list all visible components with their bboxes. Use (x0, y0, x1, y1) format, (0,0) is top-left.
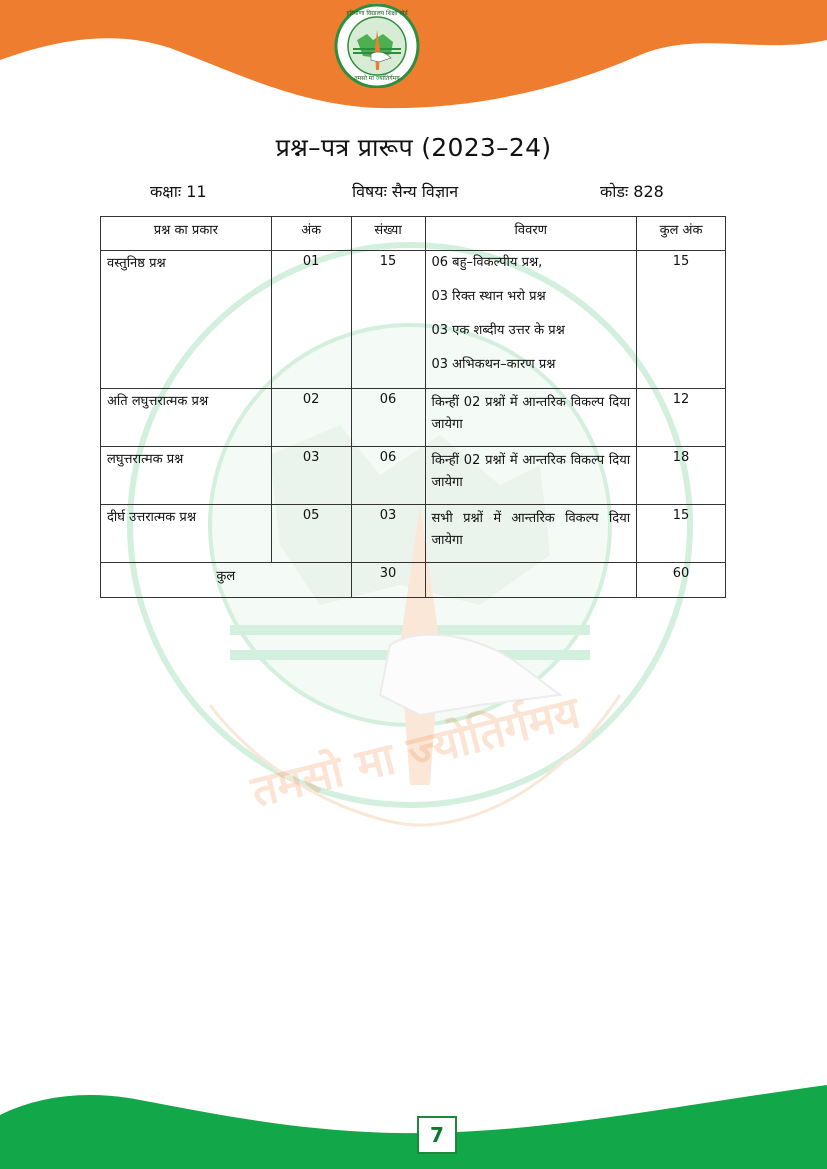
description-cell: किन्हीं 02 प्रश्नों में आन्तरिक विकल्प दिया जायेगा (425, 447, 637, 505)
question-type-cell: लघुत्तरात्मक प्रश्न (101, 447, 272, 505)
table-footer-row (101, 563, 726, 598)
page-number: 7 (417, 1116, 457, 1154)
header-total-marks: कुल अंक (637, 217, 726, 251)
table-row (101, 447, 726, 505)
question-type-cell: वस्तुनिष्ठ प्रश्न (101, 251, 272, 389)
total-cell: 18 (637, 447, 726, 505)
table-row (101, 505, 726, 563)
header-marks: अंक (271, 217, 351, 251)
page-title: प्रश्न–पत्र प्रारूप (2023–24) (275, 133, 552, 162)
description-line: 03 अभिकथन–कारण प्रश्न (431, 357, 556, 372)
total-count-cell: 30 (351, 563, 425, 598)
total-cell: 12 (637, 389, 726, 447)
table-row (101, 251, 726, 389)
header-description: विवरण (425, 217, 637, 251)
description-cell (425, 251, 637, 389)
logo-top-text: हरियाणा विद्यालय शिक्षा बोर्ड (346, 10, 408, 17)
marks-cell: 05 (271, 505, 351, 563)
header-count: संख्या (351, 217, 425, 251)
marks-cell: 01 (271, 251, 351, 389)
footer-wave (0, 1075, 827, 1169)
count-cell: 06 (351, 389, 425, 447)
total-label-cell: कुल (101, 563, 352, 598)
empty-description-cell (425, 563, 637, 598)
question-type-cell: दीर्घ उत्तरात्मक प्रश्न (101, 505, 272, 563)
board-logo (333, 4, 421, 88)
total-cell: 15 (637, 505, 726, 563)
table-header-row (101, 217, 726, 251)
watermark-motto: तमसो मा ज्योतिर्गमय (246, 687, 585, 818)
class-label: कक्षाः 11 (150, 182, 207, 201)
subject-label: विषयः सैन्य विज्ञान (352, 182, 459, 201)
description-line: 03 रिक्त स्थान भरो प्रश्न (431, 289, 546, 304)
logo-bottom-text: तमसो मा ज्योतिर्गमय (354, 75, 400, 82)
marks-cell: 02 (271, 389, 351, 447)
total-cell: 15 (637, 251, 726, 389)
code-label: कोडः 828 (600, 182, 664, 201)
count-cell: 15 (351, 251, 425, 389)
description-line: 03 एक शब्दीय उत्तर के प्रश्न (431, 323, 565, 338)
description-cell: सभी प्रश्नों में आन्तरिक विकल्प दिया जायेगा (425, 505, 637, 563)
grand-total-cell: 60 (637, 563, 726, 598)
question-type-cell: अति लघुत्तरात्मक प्रश्न (101, 389, 272, 447)
description-line: 06 बहु–विकल्पीय प्रश्न, (431, 255, 543, 270)
question-pattern-table (100, 216, 726, 598)
table-row (101, 389, 726, 447)
header-question-type: प्रश्न का प्रकार (101, 217, 272, 251)
marks-cell: 03 (271, 447, 351, 505)
description-cell: किन्हीं 02 प्रश्नों में आन्तरिक विकल्प दिया जायेगा (425, 389, 637, 447)
count-cell: 03 (351, 505, 425, 563)
count-cell: 06 (351, 447, 425, 505)
